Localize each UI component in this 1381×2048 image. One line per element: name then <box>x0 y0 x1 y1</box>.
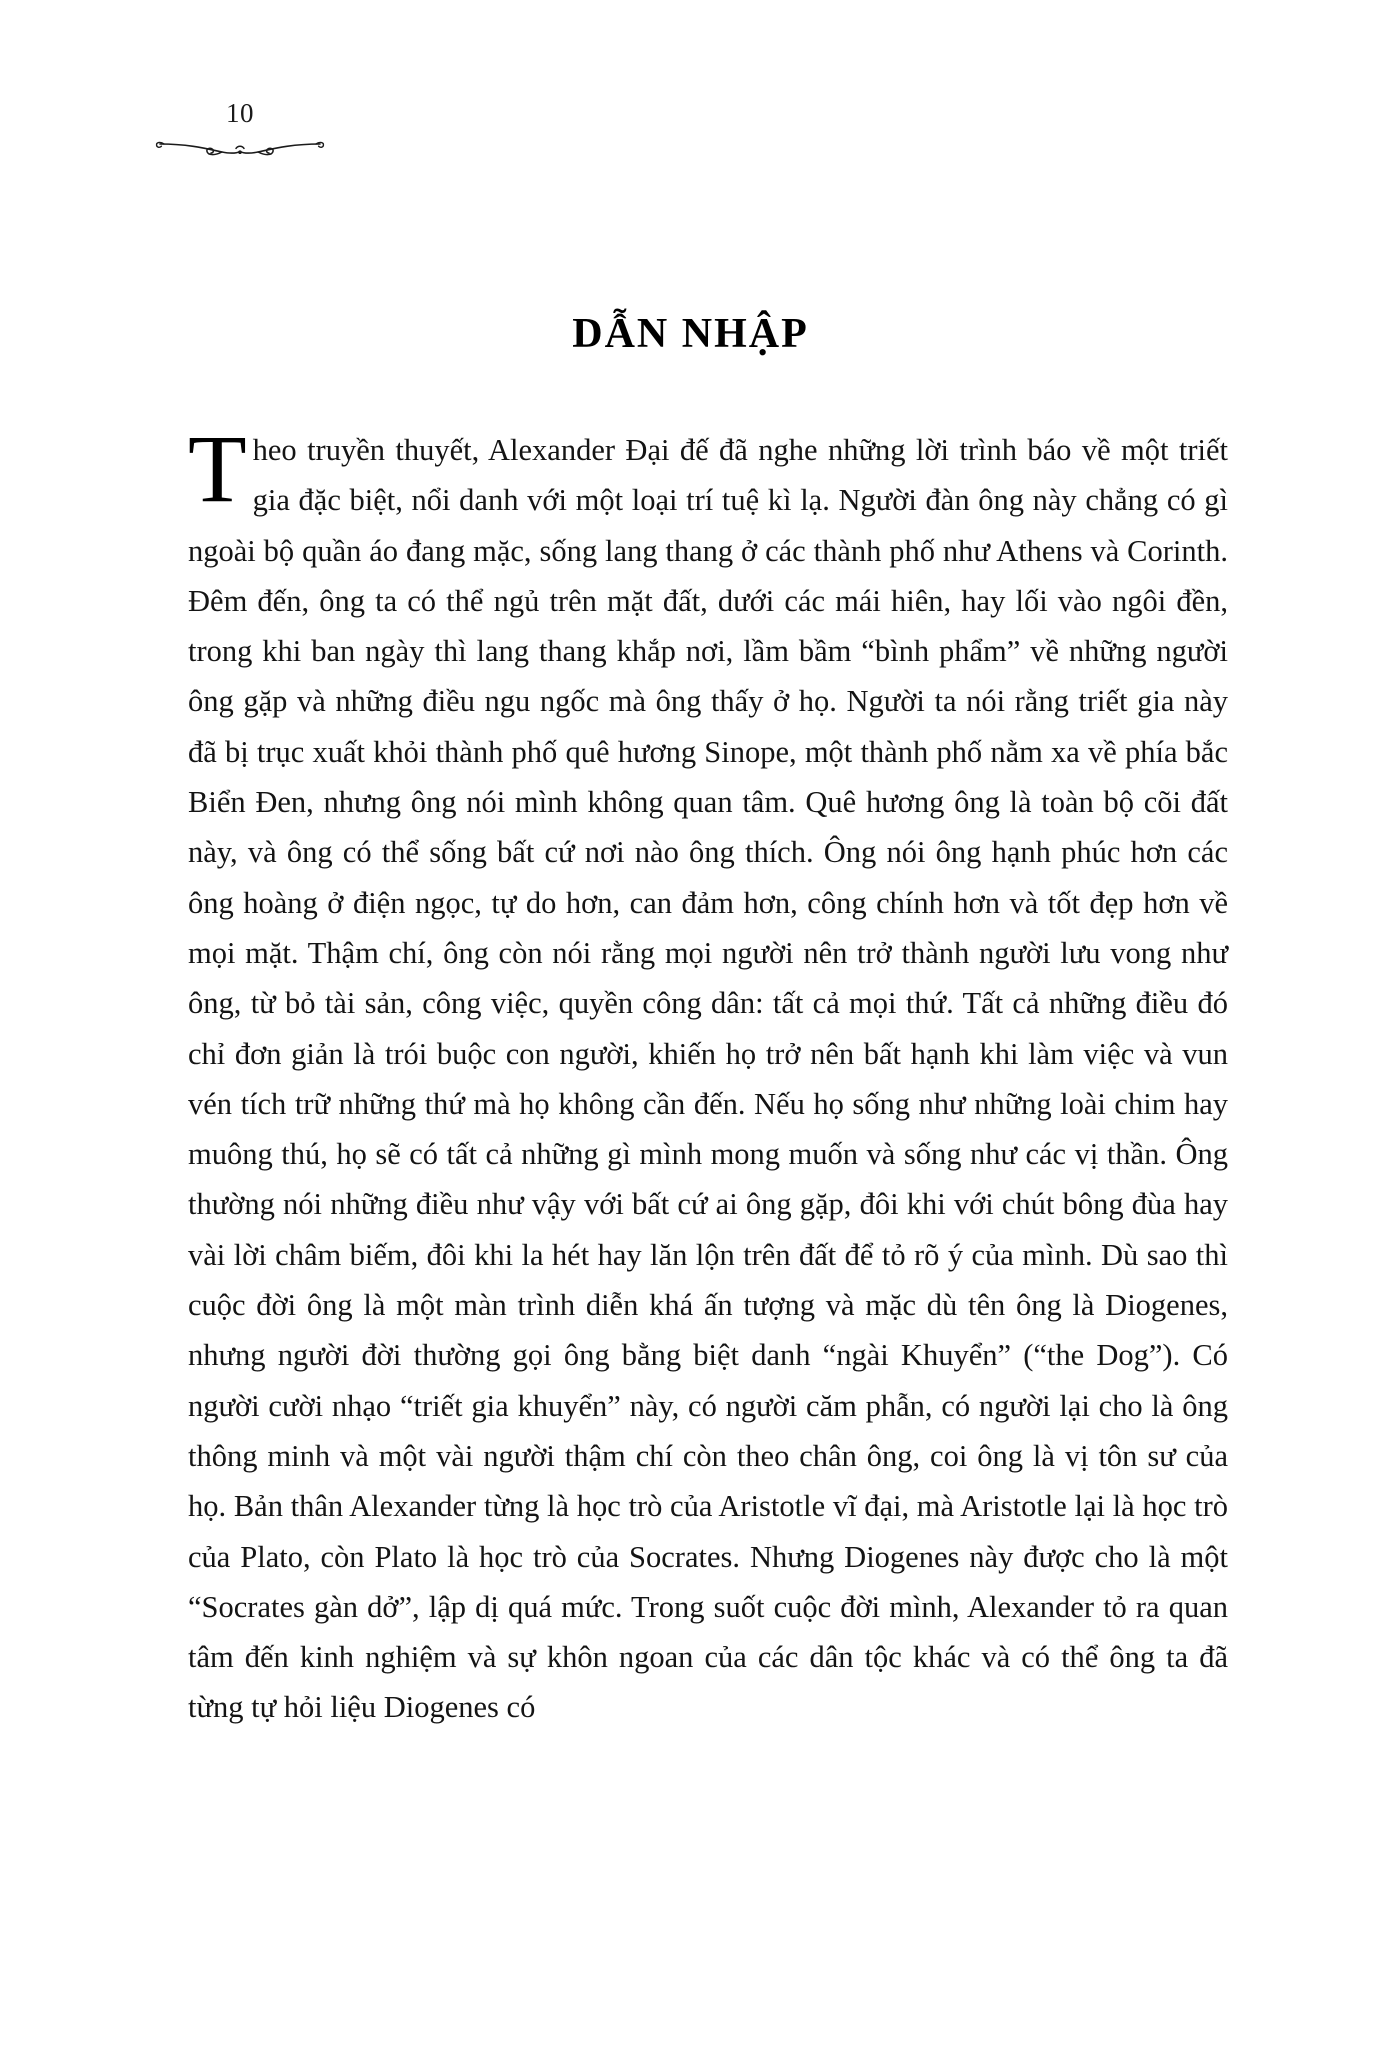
body-text <box>188 415 1228 1733</box>
drop-cap: T <box>188 415 247 522</box>
paragraph-text: heo truyền thuyết, Alexander Đại đế đã nghe những lời trình báo về một triết gia đặc biệt, nổi danh với một loại trí tuệ kì lạ. Người đàn ông này chẳng có gì ngoài bộ quần áo đang mặc, sống lang thang ở các thành phố như Athens và Corinth. Đêm đến, ông ta có thể ngủ trên mặt đất, dưới các mái hiên, hay lối vào ngôi đền, trong khi ban ngày thì lang thang khắp nơi, lầm bầm “bình phẩm” về những người ông gặp và những điều ngu ngốc mà ông thấy ở họ. Người ta nói rằng triết gia này đã bị trục xuất khỏi thành phố quê hương Sinope, một thành phố nằm xa về phía bắc Biển Đen, nhưng ông nói mình không quan tâm. Quê hương ông là toàn bộ cõi đất này, và ông có thể sống bất cứ nơi nào ông thích. Ông nói ông hạnh phúc hơn các ông hoàng ở điện ngọc, tự do hơn, can đảm hơn, công chính hơn và tốt đẹp hơn về mọi mặt. Thậm chí, ông còn nói rằng mọi người nên trở thành người lưu vong như ông, từ bỏ tài sản, công việc, quyền công dân: tất cả mọi thứ. Tất cả những điều đó chỉ đơn giản là trói buộc con người, khiến họ trở nên bất hạnh khi làm việc và vun vén tích trữ những thứ mà họ không cần đến. Nếu họ sống như những loài chim hay muông thú, họ sẽ có tất cả những gì mình mong muốn và sống như các vị thần. Ông thường nói những điều như vậy với bất cứ ai ông gặp, đôi khi với chút bông đùa hay vài lời châm biếm, đôi khi la hét hay lăn lộn trên đất để tỏ rõ ý của mình. Dù sao thì cuộc đời ông là một màn trình diễn khá ấn tượng và mặc dù tên ông là Diogenes, nhưng người đời thường gọi ông bằng biệt danh “ngài Khuyển” (“the Dog”). Có người cười nhạo “triết gia khuyển” này, có người căm phẫn, có người lại cho là ông thông minh và một vài người thậm chí còn theo chân ông, coi ông là vị tôn sư của họ. Bản thân Alexander từng là học trò của Aristotle vĩ đại, mà Aristotle lại là học trò của Plato, còn Plato là học trò của Socrates. Nhưng Diogenes này được cho là một “Socrates gàn dở”, lập dị quá mức. Trong suốt cuộc đời mình, Alexander tỏ ra quan tâm đến kinh nghiệm và sự khôn ngoan của các dân tộc khác và có thể ông ta đã từng tự hỏi liệu Diogenes có <box>188 433 1228 1725</box>
page-title: DẪN NHẬP <box>572 311 809 358</box>
opening-paragraph <box>188 415 1228 1733</box>
page-number: 10 <box>226 98 254 128</box>
page-header <box>150 100 330 161</box>
flourish-ornament-icon <box>150 135 330 161</box>
